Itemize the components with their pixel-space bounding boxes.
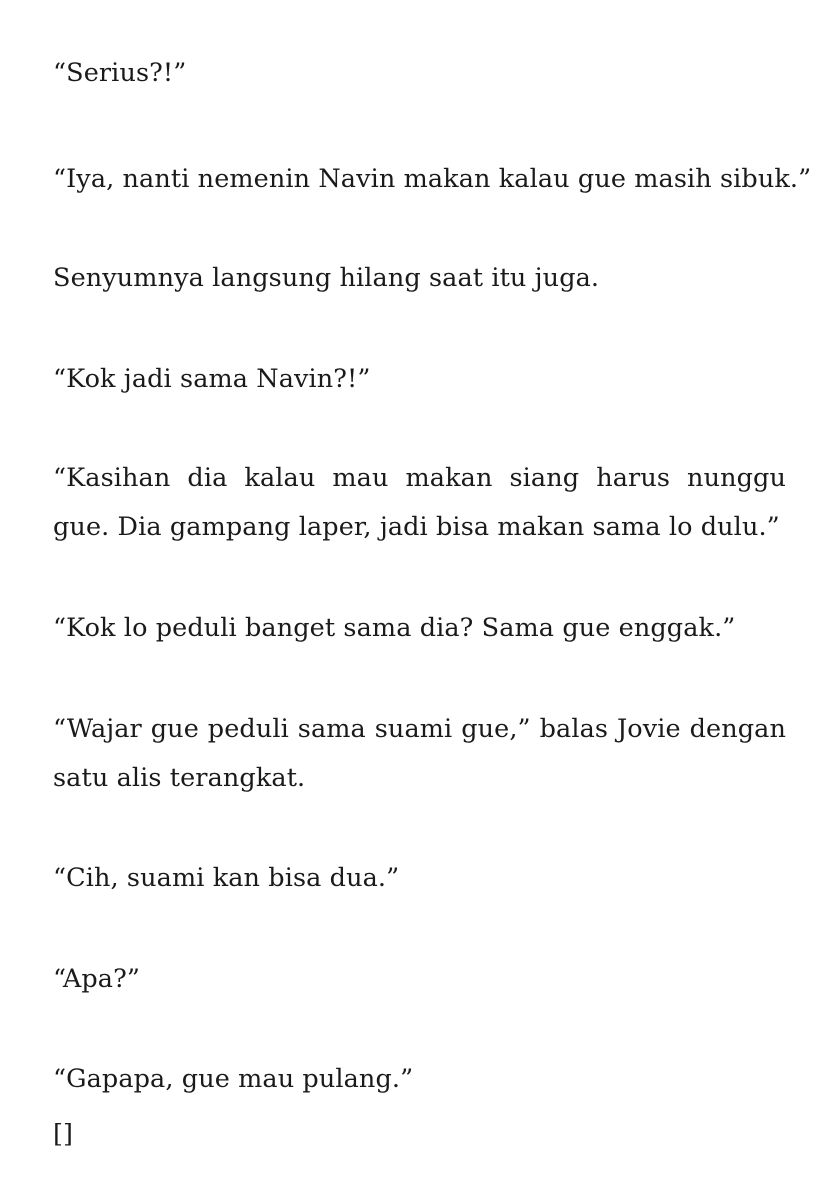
paragraph: “Serius?!” (53, 58, 187, 88)
paragraph: “Gapapa, gue mau pulang.” (53, 1064, 414, 1094)
paragraph: “Kok lo peduli banget sama dia? Sama gue enggak.” (53, 613, 736, 643)
paragraph: “Kasihan dia kalau mau makan siang harus nunggu gue. Dia gampang laper, jadi bisa makan sama lo dulu.” (53, 463, 786, 542)
paragraph: “Kok jadi sama Navin?!” (53, 364, 371, 394)
paragraph: “Cih, suami kan bisa dua.” (53, 863, 400, 893)
paragraph: “Iya, nanti nemenin Navin makan kalau gue masih sibuk.” (53, 164, 812, 194)
paragraph: Senyumnya langsung hilang saat itu juga. (53, 263, 600, 293)
end-of-section-mark: [] (53, 1119, 73, 1149)
paragraph: “Wajar gue peduli sama suami gue,” balas Jovie dengan satu alis terangkat. (53, 714, 786, 793)
paragraph: “Apa?” (53, 964, 140, 994)
